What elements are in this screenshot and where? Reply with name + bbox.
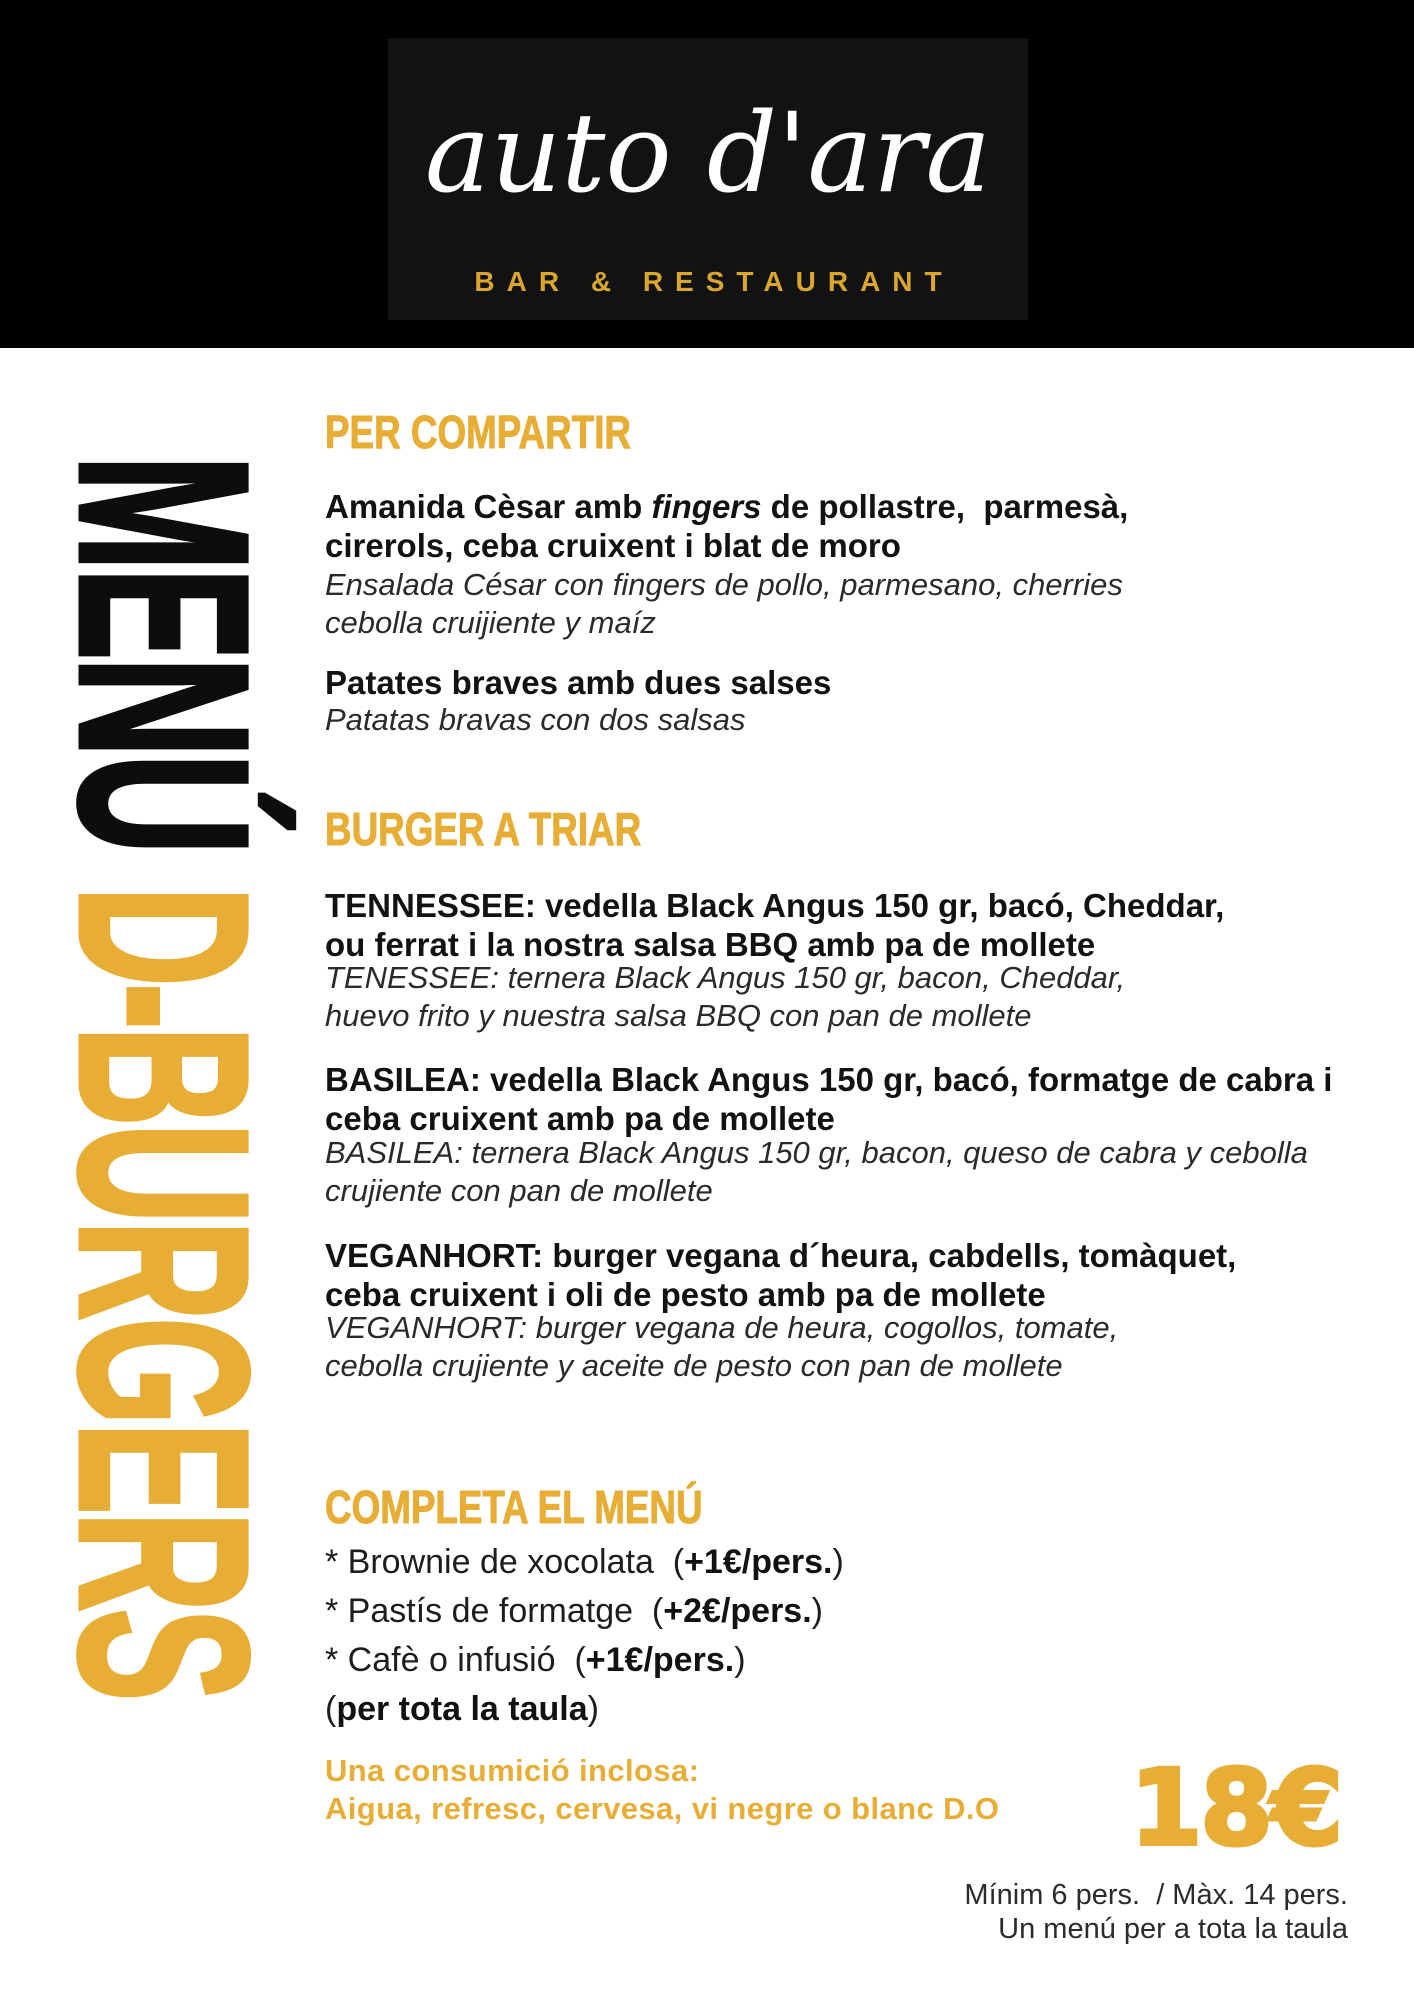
dish-amanida-cesar bbox=[325, 487, 1128, 565]
logo-script-text: auto d'ara bbox=[424, 89, 992, 217]
dish-line bbox=[325, 487, 1128, 526]
dish-patates-braves-translation bbox=[325, 701, 745, 739]
note-text: per tota la taula bbox=[336, 1690, 588, 1728]
included-drinks bbox=[325, 1752, 999, 1828]
dish-veganhort-translation bbox=[325, 1309, 1118, 1385]
extra-label: * Cafè o infusió ( bbox=[325, 1641, 586, 1679]
section-heading-text: COMPLETA EL MENÚ bbox=[325, 1481, 703, 1533]
section-heading-text: PER COMPARTIR bbox=[325, 406, 631, 458]
dish-text: Amanida Cèsar amb bbox=[325, 488, 652, 525]
footer-line: Un menú per a tota la taula bbox=[998, 1913, 1348, 1945]
dish-amanida-cesar-translation bbox=[325, 566, 1123, 642]
section-heading-per-compartir bbox=[325, 406, 708, 458]
dish-line: ou ferrat i la nostra salsa BBQ amb pa de mollete bbox=[325, 926, 1096, 963]
included-line: Una consumició inclosa: bbox=[325, 1753, 700, 1788]
logo-subtitle: BAR & RESTAURANT bbox=[474, 266, 954, 297]
extra-price: +1€/pers. bbox=[684, 1543, 833, 1581]
translation-line: crujiente con pan de mollete bbox=[325, 1173, 713, 1208]
translation-line: huevo frito y nuestra salsa BBQ con pan de mollete bbox=[325, 998, 1032, 1033]
menu-price: 18€ bbox=[1130, 1747, 1342, 1869]
extra-option bbox=[325, 1587, 844, 1636]
note-paren: ( bbox=[325, 1690, 337, 1728]
dish-patates-braves bbox=[325, 663, 831, 702]
translation-line: TENESSEE: ternera Black Angus 150 gr, bacon, Cheddar, bbox=[325, 960, 1126, 995]
translation-line: cebolla crujiente y aceite de pesto con pan de mollete bbox=[325, 1348, 1063, 1383]
dish-line: ceba cruixent i oli de pesto amb pa de mollete bbox=[325, 1276, 1046, 1313]
included-line: Aigua, refresc, cervesa, vi negre o blanc D.O bbox=[325, 1791, 1000, 1826]
dish-text: de pollastre, parmesà, bbox=[761, 488, 1129, 525]
menu-extras-list bbox=[325, 1538, 844, 1734]
dish-line: VEGANHORT: burger vegana d´heura, cabdells, tomàquet, bbox=[325, 1237, 1237, 1274]
logo bbox=[388, 38, 1028, 320]
extra-option bbox=[325, 1538, 844, 1587]
extra-price: +2€/pers. bbox=[663, 1592, 812, 1630]
translation-line: Ensalada César con fingers de pollo, parmesano, cherries bbox=[325, 567, 1123, 602]
dish-basilea bbox=[325, 1060, 1332, 1138]
note-paren: ) bbox=[587, 1690, 599, 1728]
extra-paren: ) bbox=[734, 1641, 746, 1679]
section-heading-completa-el-menu bbox=[325, 1481, 797, 1533]
dish-veganhort bbox=[325, 1236, 1236, 1314]
extras-note bbox=[325, 1685, 844, 1734]
extra-paren: ) bbox=[811, 1592, 823, 1630]
extra-label: * Brownie de xocolata ( bbox=[325, 1543, 685, 1581]
translation-line: BASILEA: ternera Black Angus 150 gr, bacon, queso de cabra y cebolla bbox=[325, 1135, 1308, 1170]
side-title-dburgers: D-BURGERS bbox=[30, 850, 298, 1698]
section-heading-burger-a-triar bbox=[325, 803, 720, 855]
extra-price: +1€/pers. bbox=[585, 1641, 735, 1679]
footer-conditions bbox=[964, 1878, 1348, 1946]
section-heading-text: BURGER A TRIAR bbox=[325, 803, 642, 855]
extra-paren: ) bbox=[832, 1543, 844, 1581]
dish-tennessee-translation bbox=[325, 959, 1125, 1035]
side-vertical-title bbox=[30, 455, 298, 1698]
side-title-menu: MENÚ bbox=[30, 455, 298, 851]
dish-tennessee bbox=[325, 886, 1224, 964]
dish-line: Patates braves amb dues salses bbox=[325, 664, 832, 701]
footer-line: Mínim 6 pers. / Màx. 14 pers. bbox=[964, 1879, 1348, 1911]
dish-line: TENNESSEE: vedella Black Angus 150 gr, bacó, Cheddar, bbox=[325, 887, 1225, 924]
dish-text-italic: fingers bbox=[651, 488, 762, 525]
header-band bbox=[0, 0, 1414, 348]
extra-label: * Pastís de formatge ( bbox=[325, 1592, 664, 1630]
translation-line: VEGANHORT: burger vegana de heura, cogollos, tomate, bbox=[325, 1310, 1119, 1345]
dish-line: ceba cruixent amb pa de mollete bbox=[325, 1100, 835, 1137]
translation-line: Patatas bravas con dos salsas bbox=[325, 702, 746, 737]
dish-line: BASILEA: vedella Black Angus 150 gr, bacó, formatge de cabra i bbox=[325, 1061, 1333, 1098]
dish-basilea-translation bbox=[325, 1134, 1308, 1210]
extra-option bbox=[325, 1636, 844, 1685]
translation-line: cebolla cruijiente y maíz bbox=[325, 605, 656, 640]
dish-line: cirerols, ceba cruixent i blat de moro bbox=[325, 527, 901, 564]
